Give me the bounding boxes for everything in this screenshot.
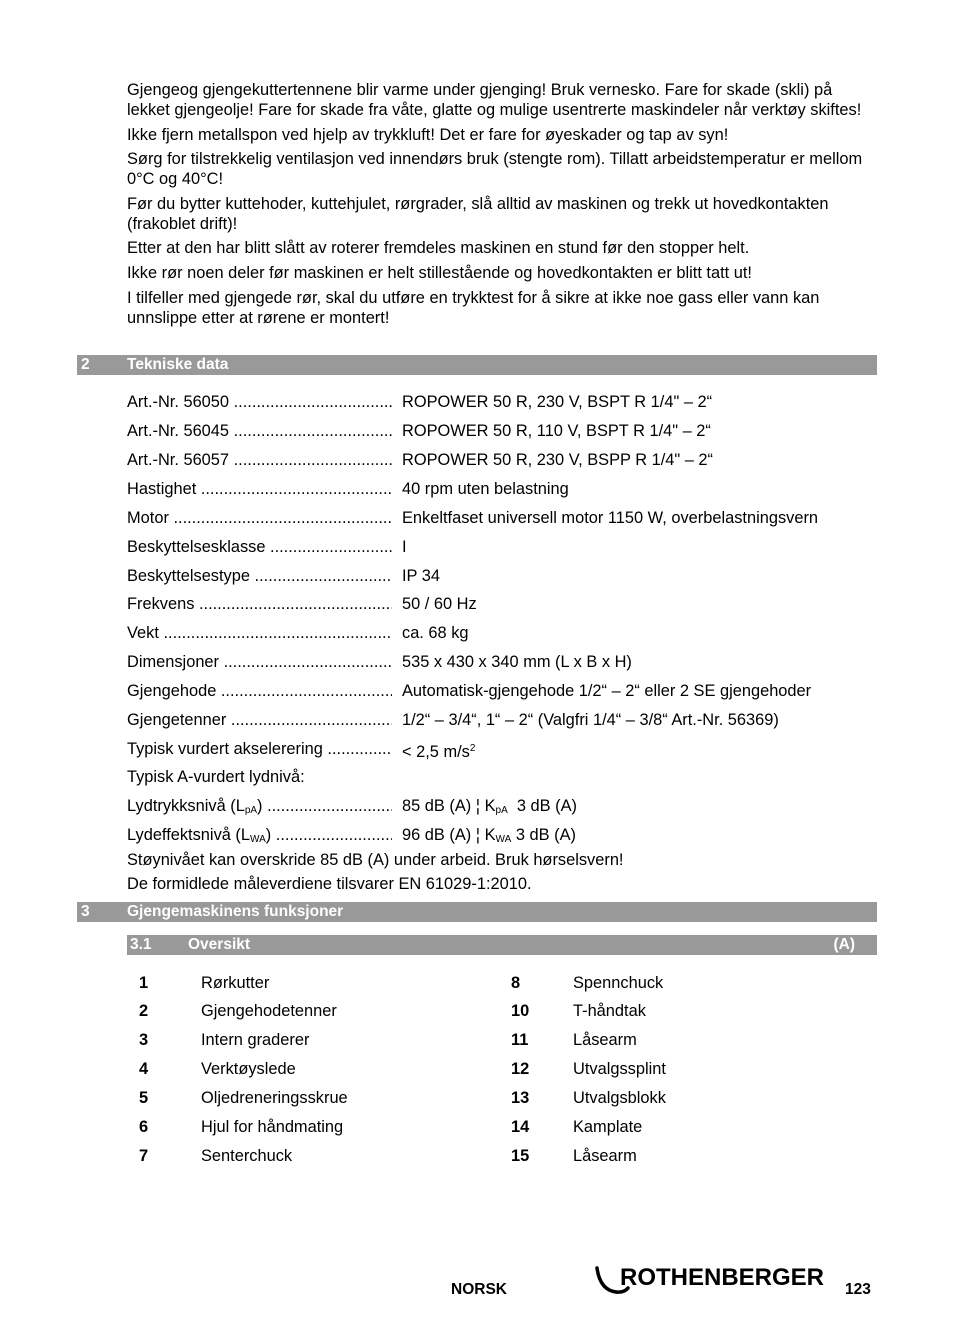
item-number: 12: [511, 1060, 530, 1078]
spec-label: Lydeffektsnivå $(L_{WA})$ .....: [127, 824, 392, 851]
spec-value: 40 rpm uten belastning: [402, 480, 569, 498]
spec-label: Art.-Nr. 56057 .....: [127, 449, 392, 471]
spec-value: < 2,5 $m/s^2$: [402, 743, 476, 761]
spec-value: Enkeltfaset universell motor 1150 W, overbelastningsvern: [402, 509, 819, 527]
spec-row: [127, 593, 877, 615]
noise-note: De formidlede måleverdiene tilsvarer EN 61029-1:2010.: [127, 875, 532, 893]
page-number: 123: [845, 1281, 871, 1298]
item-text: Oljedreneringsskrue: [201, 1089, 348, 1107]
spec-value: 96 dB (A) ¦ $K_{WA}$ 3 dB (A): [402, 826, 576, 845]
spec-value: I: [402, 538, 407, 556]
spec-label: Beskyttelsesklasse .....: [127, 536, 392, 558]
item-number: 13: [511, 1089, 530, 1107]
rothenberger-logo: [594, 1262, 834, 1298]
spec-value: ROPOWER 50 R, 110 V, BSPT R 1/4" – 2“: [402, 422, 711, 440]
spec-label: Gjengetenner .....: [127, 709, 392, 731]
subsection-heading-overview: [127, 935, 877, 955]
spec-value: 535 x 430 x 340 mm (L x B x H): [402, 653, 632, 671]
safety-paragraphs: [127, 80, 872, 332]
item-text: T-håndtak: [573, 1002, 646, 1020]
item-number: 2: [139, 1002, 149, 1020]
spec-label: Vekt .....: [127, 622, 392, 644]
spec-label: Motor .....: [127, 507, 392, 529]
spec-label: Lydtrykksnivå $(L_{pA})$ .....: [127, 795, 392, 822]
spec-row-sound-power: [127, 824, 877, 846]
spec-row: [127, 507, 877, 529]
item-text: Intern graderer: [201, 1031, 310, 1049]
section-title: Gjengemaskinens funksjoner: [127, 903, 344, 920]
spec-value: ROPOWER 50 R, 230 V, BSPP R 1/4" – 2“: [402, 451, 714, 469]
spec-row: [127, 391, 877, 413]
spec-value: 50 / 60 Hz: [402, 595, 477, 613]
spec-row: [127, 680, 877, 702]
noise-heading: Typisk A-vurdert lydnivå:: [127, 768, 305, 786]
section-number: 2: [81, 356, 90, 373]
spec-row: [127, 651, 877, 673]
section-heading-technical-data: [77, 355, 877, 375]
item-number: 11: [511, 1031, 529, 1049]
subsection-number: 3.1: [130, 936, 152, 953]
spec-value: Automatisk-gjengehode 1/2“ – 2“ eller 2 SE gjengehoder: [402, 682, 812, 700]
safety-paragraph: Før du bytter kuttehoder, kuttehjulet, rørgrader, slå alltid av maskinen og trekk ut hovedkontakten (frakoblet drift)!: [127, 194, 829, 233]
item-text: Verktøyslede: [201, 1060, 296, 1078]
spec-row: [127, 420, 877, 442]
section-heading-functions: [77, 902, 877, 922]
spec-label: Typisk vurdert akselerering .....: [127, 738, 392, 760]
spec-value: 1/2“ – 3/4“, 1“ – 2“ (Valgfri 1/4“ – 3/8“ Art.-Nr. 56369): [402, 711, 779, 729]
spec-label: Frekvens .....: [127, 593, 392, 615]
spec-label: Gjengehode .....: [127, 680, 392, 702]
safety-paragraph: Gjengeog gjengekuttertennene blir varme under gjenging! Bruk vernesko. Fare for skade (skli) på lekket gjengeolje! Fare for skade fra våte, glatte og mulige usentrerte maskindeler når verktøy skiftes!: [127, 81, 862, 119]
item-number: 10: [511, 1002, 530, 1020]
item-number: 5: [139, 1089, 149, 1107]
section-number: 3: [81, 903, 90, 920]
spec-label: Hastighet .....: [127, 478, 392, 500]
item-number: 8: [511, 974, 521, 992]
safety-paragraph: Sørg for tilstrekkelig ventilasjon ved innendørs bruk (stengte rom). Tillatt arbeidstemperatur er mellom 0°C og 40°C!: [127, 150, 863, 189]
item-number: 1: [139, 974, 149, 992]
item-number: 15: [511, 1147, 530, 1165]
item-number: 14: [511, 1118, 530, 1136]
spec-label: Beskyttelsestype .....: [127, 565, 392, 587]
item-text: Utvalgsblokk: [573, 1089, 666, 1107]
spec-row: [127, 565, 877, 587]
spec-value: ca. 68 kg: [402, 624, 469, 642]
spec-row: [127, 449, 877, 471]
subsection-title: Oversikt: [188, 936, 251, 953]
item-text: Utvalgssplint: [573, 1060, 666, 1078]
logo-wordmark: ROTHENBERGER: [620, 1264, 825, 1291]
item-number: 4: [139, 1060, 149, 1078]
item-text: Rørkutter: [201, 974, 270, 992]
spec-value: ROPOWER 50 R, 230 V, BSPT R 1/4" – 2“: [402, 393, 713, 411]
spec-row-acceleration: [127, 738, 877, 760]
spec-row: [127, 478, 877, 500]
safety-paragraph: Ikke fjern metallspon ved hjelp av trykkluft! Det er fare for øyeskader og tap av syn!: [127, 125, 729, 144]
section-title: Tekniske data: [127, 356, 229, 373]
safety-paragraph: Etter at den har blitt slått av roterer fremdeles maskinen en stund før den stopper helt.: [127, 239, 750, 258]
spec-label: Dimensjoner .....: [127, 651, 392, 673]
footer-language: NORSK: [451, 1281, 507, 1298]
spec-row: [127, 709, 877, 731]
spec-row: [127, 536, 877, 558]
spec-label: Art.-Nr. 56050 .....: [127, 391, 392, 413]
spec-value: 85 dB (A) ¦ $K_{pA}$ 3 dB (A): [402, 797, 578, 816]
item-text: Senterchuck: [201, 1147, 293, 1165]
spec-value: IP 34: [402, 567, 440, 585]
item-number: 3: [139, 1031, 149, 1049]
spec-label: Art.-Nr. 56045 .....: [127, 420, 392, 442]
spec-row-sound-pressure: [127, 795, 877, 817]
item-text: Kamplate: [573, 1118, 643, 1136]
spec-row: [127, 622, 877, 644]
figure-tag: (A): [833, 936, 855, 953]
safety-paragraph: Ikke rør noen deler før maskinen er helt stillestående og hovedkontakten er blitt tatt ut!: [127, 263, 752, 282]
noise-note: Støynivået kan overskride 85 dB (A) under arbeid. Bruk hørselsvern!: [127, 851, 624, 869]
item-text: Hjul for håndmating: [201, 1118, 344, 1136]
item-text: Låsearm: [573, 1031, 637, 1049]
item-text: Spennchuck: [573, 974, 664, 992]
item-text: Gjengehodetenner: [201, 1002, 337, 1020]
item-number: 6: [139, 1118, 149, 1136]
safety-paragraph: I tilfeller med gjengede rør, skal du utføre en trykktest for å sikre at ikke noe gass eller vann kan unnslippe etter at rørene er montert!: [127, 288, 820, 327]
item-text: Låsearm: [573, 1147, 637, 1165]
item-number: 7: [139, 1147, 149, 1165]
